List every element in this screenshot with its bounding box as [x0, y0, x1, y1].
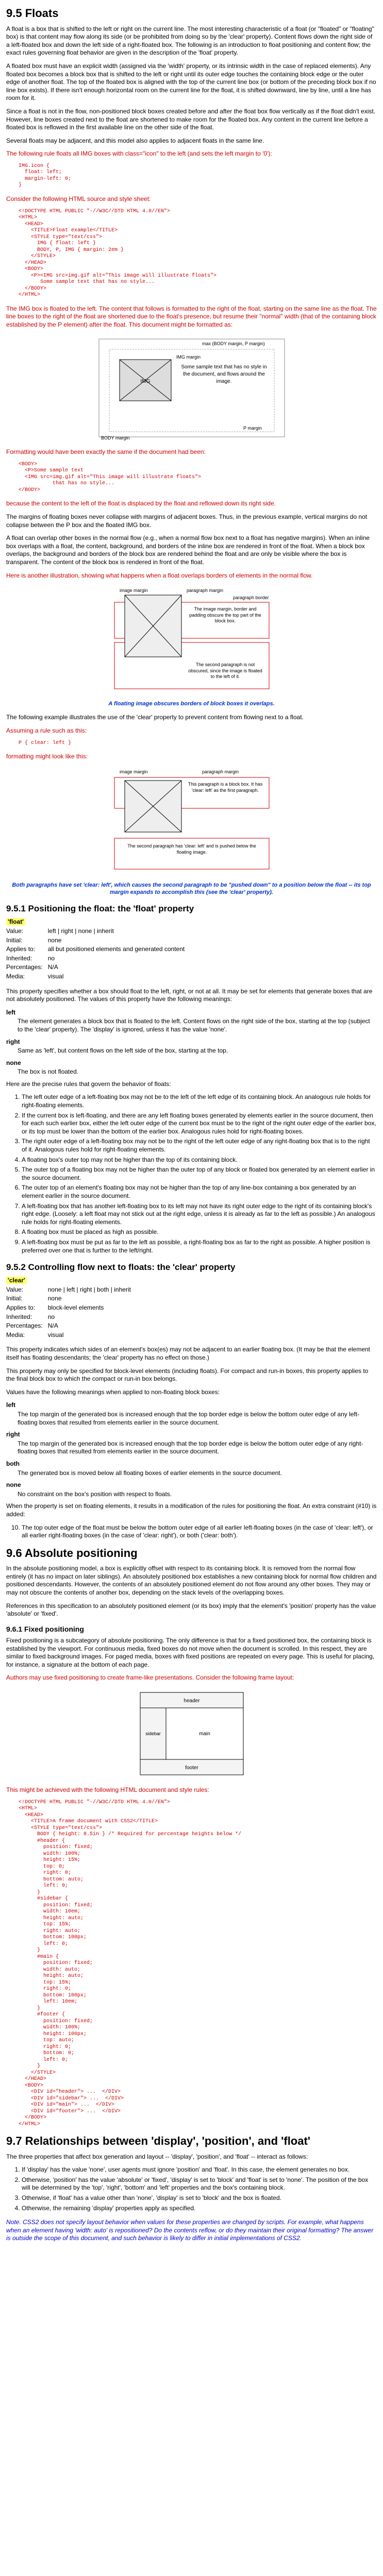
- paragraph: A floated box must have an explicit width (assigned via the 'width' property, or its intrinsic width in the case of replaced elements). Any floated box becomes a block box that is shifted to the left or right until its outer edge touches the containing block edge or the outer edge of another float. The top of the floated box is aligned with the top of the current line box (or bottom of the preceding block box if no line box exists). If there isn't enough horizontal room on the current line for the float, it is shifted downward, line by line, until a line has room for it.: [6, 62, 376, 102]
- figure-caption: A floating image obscures borders of block boxes it overlaps.: [108, 701, 275, 707]
- term: left: [6, 1008, 15, 1016]
- figure-float-example: [6, 334, 377, 442]
- list-item: 4. Otherwise, the remaining 'display' properties apply as specified.: [22, 2205, 377, 2213]
- paragraph: The margins of floating boxes never collapse with margins of adjacent boxes. Thus, in the previous example, vertical margins do not collapse between the P box and the floated IMG box.: [6, 513, 368, 529]
- img-margin-label: IMG margin: [176, 354, 201, 360]
- p-margin-label: P margin: [243, 426, 262, 431]
- list-item: 7. A left-floating box that has another left-floating box to its left may not have its right outer edge to the right of its containing block's right edge. (Loosely: a left float may not stick out at the right edge, unless it is already as far to the left as possible.) An analogous rule holds for right-floating elements.: [22, 1202, 377, 1227]
- paragraph: This property indicates which sides of an element's box(es) may not be adjacent to an earlier floating box. (It may be that the element itself has floating descendants; the 'clear' property has no effect on those.): [6, 1346, 370, 1362]
- table-row: Inherited: no: [6, 954, 55, 962]
- figure-float-overlap: [6, 585, 377, 707]
- paragraph-example: Authors may use fixed positioning to create frame-like presentations. Consider the following frame layout:: [6, 1674, 294, 1682]
- list-item: 2. Otherwise, 'position' has the value 'absolute' or 'fixed', 'display' is set to 'block' and 'float' is set to 'none'. The position of the box will be determined by the 'top', 'right', 'bottom' and 'left' properties and the box's containing block.: [22, 2176, 377, 2192]
- section-title-clear-property: 9.5.2 Controlling flow next to floats: the 'clear' property: [6, 1262, 236, 1273]
- body-margin-label: BODY margin: [101, 435, 129, 441]
- section-title-floats: 9.5 Floats: [6, 7, 59, 20]
- paragraph: The three properties that affect box generation and layout -- 'display', 'position', and 'float' -- interact as follows:: [6, 2153, 308, 2160]
- code-block: <BODY> <P>Some sample text <IMG src=img.gif alt="This image will illustrate floats"> that has no style... </BODY>: [19, 461, 202, 493]
- term: none: [6, 1481, 21, 1489]
- sample-text: Some sample text that has no style in the document, and flows around the image.: [180, 364, 267, 385]
- para1-text: The image margin, border and padding obscure the top part of the block box.: [189, 606, 261, 624]
- table-row: Value: left | right | none | inherit: [6, 927, 114, 935]
- section-title-absolute: 9.6 Absolute positioning: [6, 1546, 138, 1560]
- list-item: 5. The outer top of a floating box may not be higher than the outer top of any block or floated box generated by an element earlier in the source document.: [22, 1166, 377, 1182]
- paragraph-example: The following rule floats all IMG boxes with class="icon" to the left (and sets the left margin to '0'):: [6, 150, 272, 158]
- definition: The top margin of the generated box is increased enough that the top border edge is below the bottom outer edge of any right-floating boxes that resulted from elements earlier in the source document.: [18, 1439, 363, 1455]
- paragraph-example: Formatting would have been exactly the same if the document had been:: [6, 448, 206, 456]
- list-item: 4. A floating box's outer top may not be higher than the top of its containing block.: [22, 1156, 377, 1164]
- para2-text: The second paragraph is not obscured, since the image is floated to the left of it.: [188, 662, 262, 680]
- image-margin-label: image margin: [119, 588, 148, 594]
- paragraph-example: because the content to the left of the float is displaced by the float and reflowed down its right side.: [6, 500, 276, 507]
- figure-frame-layout: [6, 1687, 377, 1780]
- property-name: 'float': [6, 918, 25, 925]
- paragraph: This property may only be specified for block-level elements (including floats). For compact and run-in boxes, this property applies to the final block box to which the compact or run-in box belongs.: [6, 1367, 369, 1383]
- paragraph: A float can overlap other boxes in the normal flow (e.g., when a normal flow box next to a float has negative margins). When an inline box overlaps with a float, the content, background, and borders of the inline box are rendered in front of the float. When a block box overlaps, the background and borders of the block box are rendered behind the float and are only be visible where the box is transparent. The content of the block box is rendered in front of the float.: [6, 534, 370, 566]
- list-item: 6. The outer top of an element's floating box may not be higher than the top of any line-box containing a box generated by an element earlier in the source document.: [22, 1184, 377, 1200]
- sidebar-label: sidebar: [145, 1731, 161, 1737]
- list-item: 3. The right outer edge of a left-floating box may not be to the right of the left outer edge of any right-floating box that is to the right of it. Analogous rules hold for right-floating elements.: [22, 1138, 377, 1154]
- table-row: Value: none | left | right | both | inherit: [6, 1285, 131, 1293]
- table-row: Applies to: all but positioned elements and generated content: [6, 945, 185, 953]
- paragraph: The following example illustrates the use of the 'clear' property to prevent content from flowing next to a float.: [6, 714, 304, 721]
- code-block: P { clear: left }: [19, 740, 72, 746]
- list-item: 10. The top outer edge of the float must be below the bottom outer edge of all earlier left-floating boxes (in the case of 'clear: left'), or all earlier right-floating boxes (in the case of 'clear: right'), or both ('clear: both').: [22, 1524, 377, 1540]
- paragraph-example: Assuming a rule such as this:: [6, 727, 87, 735]
- paragraph: A float is a box that is shifted to the left or right on the current line. The most interesting characteristic of a float (or "floated" or "floating" box) is that content may flow along its side (or be prohibited from doing so by the 'clear' property). Content flows down the right side of a left-floated box and down the left side of a right-floated box. The following is an introduction to float positioning and content flow; the exact rules governing float behavior are given in the description of the 'float' property.: [6, 25, 374, 57]
- definition: The generated box is moved below all floating boxes of earlier elements in the source document.: [18, 1469, 282, 1477]
- clear-diagram: [99, 766, 285, 879]
- relationship-list: [6, 2166, 377, 2212]
- table-row: Inherited: no: [6, 1313, 55, 1320]
- list-item: 1. The left outer edge of a left-floating box may not be to the left of the left edge of its containing block. An analogous rule holds for right-floating elements.: [22, 1093, 377, 1109]
- term: right: [6, 1038, 20, 1045]
- overlap-diagram: [99, 585, 285, 698]
- para-margin-label: paragraph margin: [202, 769, 239, 774]
- figure-clear: [6, 766, 377, 896]
- table-row: Initial: none: [6, 936, 62, 944]
- paragraph-example: The IMG box is floated to the left. The content that follows is formatted to the right of the float, starting on the same line as the float. The line boxes to the right of the float are shortened due to the float's presence, but resume their "normal" width (that of the containing block established by the P element) after the float. This document might be formatted as:: [6, 304, 377, 328]
- section-title-float-property: 9.5.1 Positioning the float: the 'float' property: [6, 904, 194, 914]
- definition: No constraint on the box's position with respect to floats.: [18, 1490, 172, 1498]
- paragraph: Fixed positioning is a subcategory of absolute positioning. The only difference is that for a fixed positioned box, the containing block is established by the viewport. For continuous media, fixed boxes do not move when the document is scrolled. In this respect, they are similar to fixed background images. For paged media, boxes with fixed positions are repeated on every page. This is useful for placing, for instance, a signature at the bottom of each page.: [6, 1637, 375, 1668]
- term: none: [6, 1059, 21, 1066]
- figure-caption: Both paragraphs have set 'clear: left', which causes the second paragraph to be "pushed down" to a position below the float -- its top margin expands to accomplish this (see the 'clear' property).: [12, 882, 371, 895]
- clear-property-table: [6, 1276, 136, 1340]
- table-row: Percentages: N/A: [6, 1322, 58, 1330]
- paragraph-example: formatting might look like this:: [6, 753, 88, 760]
- paragraph: References in this specification to an absolutely positioned element (or its box) imply that the element's 'position' property has the value 'absolute' or 'fixed'.: [6, 1602, 376, 1618]
- definition: The element generates a block box that is floated to the left. Content flows on the right side of the box, starting at the top (subject to the 'clear' property). The 'display' is ignored, unless it has the value 'none'.: [18, 1018, 370, 1033]
- paragraph-example: Here is another illustration, showing what happens when a float overlaps borders of elements in the normal flow.: [6, 571, 313, 579]
- list-item: 2. If the current box is left-floating, and there are any left floating boxes generated by elements earlier in the source document, then for each such earlier box, either the left outer edge of the current box must be to the right of the right outer edge of the earlier box, or its top must be lower than the bottom of the earlier box. Analogous rules hold for right-floating boxes.: [22, 1112, 377, 1136]
- paragraph: This property specifies whether a box should float to the left, right, or not at all. It may be set for elements that generate boxes that are not absolutely positioned. The values of this property have the following meanings:: [6, 987, 373, 1003]
- main-label: main: [198, 1731, 210, 1737]
- para-border-label: paragraph border: [232, 595, 269, 601]
- clear-rule-list: [6, 1524, 377, 1540]
- table-row: Media: visual: [6, 1331, 64, 1338]
- float-property-table: [6, 918, 190, 981]
- para2-text: The second paragraph has 'clear: left' and is pushed below the floating image.: [127, 843, 256, 855]
- definition: The box is not floated.: [18, 1068, 79, 1076]
- paragraph: Several floats may be adjacent, and this model also applies to adjacent floats in the same line.: [6, 137, 264, 144]
- code-block: IMG.icon { float: left; margin-left: 0; }: [19, 163, 72, 189]
- paragraph: Values have the following meanings when applied to non-floating block boxes:: [6, 1388, 220, 1396]
- para1-text: This paragraph is a block box. It has 'clear: left' as the first paragraph.: [188, 781, 262, 793]
- section-title-relationships: 9.7 Relationships between 'display', 'position', and 'float': [6, 2134, 311, 2148]
- max-label: max (BODY margin, P margin): [202, 341, 265, 347]
- term: both: [6, 1460, 20, 1467]
- table-row: Applies to: block-level elements: [6, 1304, 104, 1312]
- img-label: IMG: [140, 379, 150, 385]
- paragraph: When the property is set on floating elements, it results in a modification of the rules for positioning the float. An extra constraint (#10) is added:: [6, 1502, 377, 1518]
- section-title-fixed: 9.6.1 Fixed positioning: [6, 1624, 84, 1633]
- para-margin-label: paragraph margin: [186, 588, 223, 594]
- paragraph: Here are the precise rules that govern the behavior of floats:: [6, 1080, 171, 1088]
- table-row: Media: visual: [6, 972, 64, 980]
- float-diagram: [89, 334, 295, 442]
- table-row: Percentages: N/A: [6, 963, 58, 971]
- paragraph-example: This might be achieved with the following HTML document and style rules:: [6, 1786, 209, 1794]
- definition: Same as 'left', but content flows on the left side of the box, starting at the top.: [18, 1047, 228, 1055]
- image-margin-label: image margin: [119, 769, 148, 774]
- table-row: Initial: none: [6, 1295, 62, 1302]
- list-item: 8. A floating box must be placed as high as possible.: [22, 1228, 377, 1236]
- frame-diagram: [135, 1687, 248, 1780]
- float-rules-list: [6, 1093, 377, 1255]
- paragraph: Since a float is not in the flow, non-positioned block boxes created before and after the float box flow vertically as if the float didn't exist. However, line boxes created next to the float are shortened to make room for the floated box. Any content in the current line before a floated box is reflowed in the first available line on the other side of the float.: [6, 107, 376, 131]
- paragraph-example: Consider the following HTML source and style sheet:: [6, 195, 151, 202]
- code-block: <!DOCTYPE HTML PUBLIC "-//W3C//DTD HTML 4.0//EN"> <HTML> <HEAD> <TITLE>A frame document with CSS2</TITLE> <STYLE type="text/css"> BODY { height: 8.5in } /* Required for percentage heights below */ #header { position: fixed; width: 100%; height: 15%; top: 0; right: 0; bottom: auto; left: 0; } #sidebar { position: fixed; width: 10em; height: auto; top: 15%; right: auto; bottom: 100px; left: 0; } #main { position: fixed; width: auto; height: auto; top: 15%; right: 0; bottom: 100px; left: 10em; } #footer { position: fixed; width: 100%; height: 100px; top: auto; right: 0; bottom: 0; left: 0; } </STYLE> </HEAD> <BODY> <DIV id="header"> ... </DIV> <DIV id="sidebar"> ... </DIV> <DIV id="main"> ... </DIV> <DIV id="footer"> ... </DIV> </BODY> </HTML>: [19, 1799, 242, 2127]
- term: left: [6, 1401, 15, 1409]
- note-paragraph: Note. CSS2 does not specify layout behavior when values for these properties are changed by scripts. For example, what happens when an element having 'width: auto' is repositioned? Do the contents reflow, or do they maintain their original formatting? The answer is outside the scope of this document, and such behavior is likely to differ in initial implementations of CSS2.: [6, 2218, 374, 2242]
- list-item: 1. If 'display' has the value 'none', user agents must ignore 'position' and 'float'. In this case, the element generates no box.: [22, 2166, 377, 2174]
- footer-label: footer: [185, 1765, 198, 1771]
- code-block: <!DOCTYPE HTML PUBLIC "-//W3C//DTD HTML 4.0//EN"> <HTML> <HEAD> <TITLE>Float example</TITLE> <STYLE type="text/css"> IMG { float: left } BODY, P, IMG { margin: 2em } </STYLE> </HEAD> <BODY> <P><IMG src=img.gif alt="This image will illustrate floats"> Some sample text that has no style... </BODY> </HTML>: [19, 208, 217, 298]
- list-item: 9. A left-floating box must be put as far to the left as possible, a right-floating box as far to the right as possible. A higher position is preferred over one that is further to the left/right.: [22, 1239, 377, 1255]
- property-name: 'clear': [6, 1277, 27, 1284]
- term: right: [6, 1431, 20, 1438]
- paragraph: In the absolute positioning model, a box is explicitly offset with respect to its containing block. It is removed from the normal flow entirely (it has no impact on later siblings). An absolutely positioned box establishes a new containing block for normal flow children and positioned descendants. However, the contents of an absolutely positioned element do not flow around any other boxes. They may or may not obscure the contents of another box, depending on the stack levels of the overlapping boxes.: [6, 1565, 377, 1597]
- list-item: 3. Otherwise, if 'float' has a value other than 'none', 'display' is set to 'block' and the box is floated.: [22, 2194, 377, 2202]
- definition: The top margin of the generated box is increased enough that the top border edge is below the bottom outer edge of any left-floating boxes that resulted from elements earlier in the source document.: [18, 1410, 360, 1426]
- header-label: header: [183, 1698, 200, 1704]
